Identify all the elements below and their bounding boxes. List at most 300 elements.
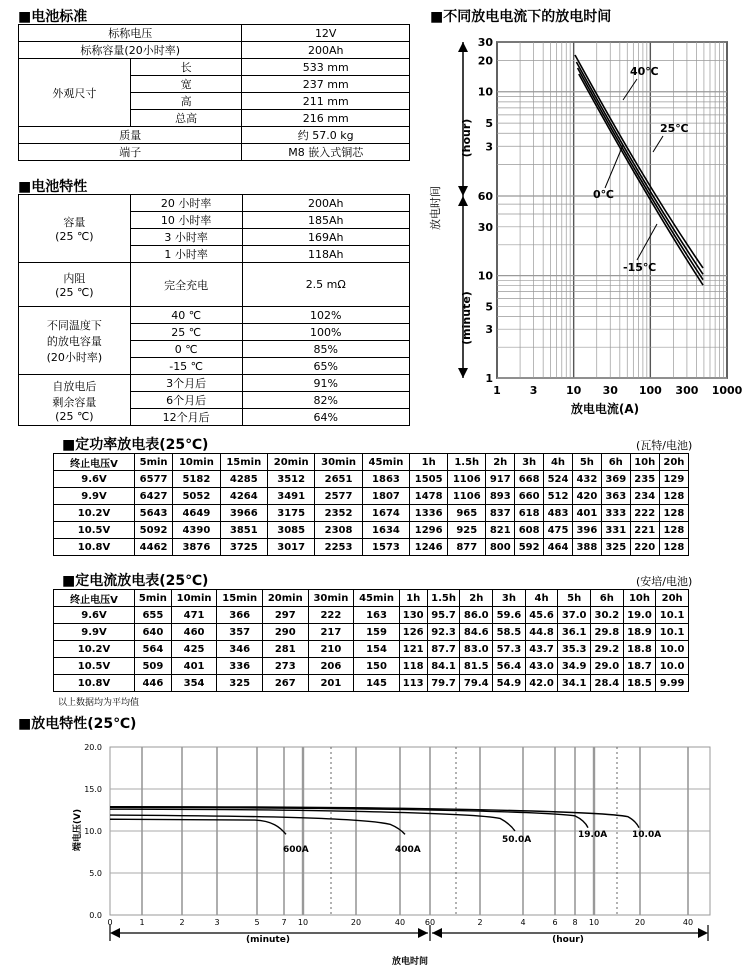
column-header: 45min (362, 454, 409, 471)
std-label-capacity: 标称容量(20小时率) (19, 42, 242, 59)
column-header: 3h (515, 454, 544, 471)
table-cell: 130 (399, 607, 427, 624)
table-cell: 118 (399, 658, 427, 675)
discharge-chart-ylabel: 端电压(V) (73, 808, 83, 852)
table-cell: 336 (217, 658, 263, 675)
table-cell: 3512 (267, 471, 314, 488)
x-tick-label: 7 (281, 918, 287, 927)
y-tick-label: 1 (485, 372, 493, 385)
x-tick-label: 5 (254, 918, 260, 927)
table-cell: 1807 (362, 488, 409, 505)
x-tick-label: 0 (107, 918, 113, 927)
table-cell: 3085 (267, 522, 314, 539)
footnote: 以上数据均为平均值 (58, 698, 140, 708)
table-row (19, 263, 410, 307)
table-cell: 837 (486, 505, 515, 522)
table-cell: 5643 (135, 505, 173, 522)
table-cell: 150 (354, 658, 400, 675)
y-tick-label: 3 (485, 323, 493, 337)
table-cell: 19.0 (623, 607, 656, 624)
arrow-head (418, 928, 428, 938)
x-tick-label: 6 (552, 918, 558, 927)
table-cell: 10.0 (656, 641, 689, 658)
curve-label-10a: 10.0A (632, 830, 662, 840)
table-cell: 222 (308, 607, 354, 624)
std-value-voltage: 12V (242, 25, 410, 42)
table-cell: 81.5 (460, 658, 493, 675)
column-header: 10min (171, 590, 217, 607)
dim-label: 宽 (130, 76, 242, 93)
resistance-label (19, 263, 131, 307)
current-table-unit: (安培/电池) (636, 575, 693, 588)
table-cell: 58.5 (493, 624, 526, 641)
table-cell: 460 (171, 624, 217, 641)
table-cell: 290 (262, 624, 308, 641)
table-cell: 420 (572, 488, 601, 505)
std-label-voltage: 标称电压 (19, 25, 242, 42)
x-tick-label: 3 (214, 918, 220, 927)
row-header: 10.5V (54, 658, 135, 675)
table-cell: 1863 (362, 471, 409, 488)
column-header: 终止电压V (54, 454, 135, 471)
table-row (19, 127, 410, 144)
table-cell: 331 (601, 522, 630, 539)
table-cell: 9.99 (656, 675, 689, 692)
table-cell: 126 (399, 624, 427, 641)
table-cell: 95.7 (427, 607, 460, 624)
rate-value: 185Ah (242, 212, 409, 229)
self-row-value: 91% (242, 375, 409, 392)
table-cell: 6577 (135, 471, 173, 488)
x-tick-label: 10 (297, 918, 309, 927)
table-cell: 1478 (410, 488, 448, 505)
column-header: 30min (308, 590, 354, 607)
row-header: 10.5V (54, 522, 135, 539)
table-cell: 57.3 (493, 641, 526, 658)
arrow-head (110, 928, 120, 938)
table-cell: 396 (572, 522, 601, 539)
table-row (54, 624, 689, 641)
table-cell: 154 (354, 641, 400, 658)
arrow-head (458, 368, 468, 378)
self-label-line3: (25 ℃) (55, 409, 94, 423)
table-cell: 592 (515, 539, 544, 556)
table-cell: 273 (262, 658, 308, 675)
table-cell: 1296 (410, 522, 448, 539)
table-cell: 2253 (315, 539, 362, 556)
table-cell: 2308 (315, 522, 362, 539)
power-table-title: ■定功率放电表(25℃) (62, 437, 209, 453)
y-tick-label: 30 (477, 220, 493, 234)
table-cell: 34.9 (558, 658, 591, 675)
column-header: 5h (572, 454, 601, 471)
self-row-value: 82% (242, 392, 409, 409)
rate-label: 1 小时率 (130, 246, 242, 263)
table-cell: 56.4 (493, 658, 526, 675)
table-cell: 608 (515, 522, 544, 539)
table-cell: 129 (659, 471, 688, 488)
dim-label: 总高 (130, 110, 242, 127)
hour-label: (hour) (460, 118, 473, 158)
x-tick-label: 100 (638, 384, 662, 397)
curve-label-19a: 19.0A (578, 830, 608, 840)
x-tick-label: 8 (572, 918, 578, 927)
rate-value: 200Ah (242, 195, 409, 212)
x-tick-label: 300 (675, 384, 699, 397)
table-cell: 84.1 (427, 658, 460, 675)
table-cell: 79.4 (460, 675, 493, 692)
temp-row-label: -15 ℃ (130, 358, 242, 375)
time-chart-title: ■不同放电电流下的放电时间 (430, 9, 612, 25)
temp-row-value: 85% (242, 341, 409, 358)
table-cell: 3175 (267, 505, 314, 522)
std-value-mass: 约 57.0 kg (242, 127, 410, 144)
table-row (54, 675, 689, 692)
table-cell: 10.0 (656, 658, 689, 675)
std-value-capacity: 200Ah (242, 42, 410, 59)
table-cell: 83.0 (460, 641, 493, 658)
column-header: 45min (354, 590, 400, 607)
resistance-label-line2: (25 ℃) (55, 286, 94, 299)
table-cell: 2352 (315, 505, 362, 522)
column-header: 1h (410, 454, 448, 471)
table-cell: 325 (217, 675, 263, 692)
table-cell: 2577 (315, 488, 362, 505)
table-row (54, 505, 689, 522)
current-table (53, 589, 689, 692)
table-cell: 92.3 (427, 624, 460, 641)
table-cell: 1634 (362, 522, 409, 539)
table-cell: 4285 (220, 471, 267, 488)
table-cell: 222 (630, 505, 659, 522)
table-cell: 43.0 (525, 658, 558, 675)
arrow-head (458, 186, 468, 196)
table-cell: 206 (308, 658, 354, 675)
x-tick-label: 1000 (711, 384, 743, 397)
table-cell: 10.1 (656, 624, 689, 641)
capacity-label-line1: 容量 (63, 216, 86, 229)
table-cell: 3491 (267, 488, 314, 505)
discharge-chart-title: ■放电特性(25℃) (18, 716, 137, 732)
table-cell: 18.5 (623, 675, 656, 692)
dim-label: 高 (130, 93, 242, 110)
self-row-value: 64% (242, 409, 409, 426)
table-cell: 128 (659, 522, 688, 539)
column-header: 1h (399, 590, 427, 607)
x-tick-label: 60 (424, 918, 436, 927)
temp-row-value: 65% (242, 358, 409, 375)
x-tick-label: 4 (520, 918, 526, 927)
table-cell: 159 (354, 624, 400, 641)
temp-row-label: 0 ℃ (130, 341, 242, 358)
plot-area (497, 42, 727, 378)
column-header: 6h (601, 454, 630, 471)
power-table-unit: (瓦特/电池) (636, 439, 693, 452)
curve-label-40c: 40℃ (630, 65, 659, 78)
table-cell: 401 (171, 658, 217, 675)
table-cell: 464 (544, 539, 573, 556)
table-cell: 1106 (448, 488, 486, 505)
temp-row-label: 25 ℃ (130, 324, 242, 341)
table-cell: 44.8 (525, 624, 558, 641)
curve-label-minus15c: -15℃ (623, 261, 657, 274)
x-tick-label: 20 (634, 918, 646, 927)
table-row (19, 42, 410, 59)
y-tick-label: 30 (477, 36, 493, 49)
capacity-label (19, 195, 131, 263)
table-cell: 800 (486, 539, 515, 556)
table-cell: 79.7 (427, 675, 460, 692)
std-label-dimensions: 外观尺寸 (19, 59, 131, 127)
table-cell: 113 (399, 675, 427, 692)
table-row (19, 375, 410, 392)
column-header: 终止电压V (54, 590, 135, 607)
table-cell: 54.9 (493, 675, 526, 692)
x-tick-label: 30 (602, 384, 618, 397)
column-header: 6h (591, 590, 624, 607)
table-cell: 10.1 (656, 607, 689, 624)
column-header: 30min (315, 454, 362, 471)
table-row (19, 59, 410, 76)
x-tick-label: 1 (139, 918, 145, 927)
x-tick-label: 2 (477, 918, 483, 927)
capacity-label-line2: (25 ℃) (55, 230, 94, 243)
row-header: 9.6V (54, 471, 135, 488)
table-cell: 42.0 (525, 675, 558, 692)
table-cell: 524 (544, 471, 573, 488)
row-header: 9.6V (54, 607, 135, 624)
table-cell: 509 (135, 658, 172, 675)
y-tick-label: 10.0 (84, 827, 102, 836)
temp-row-value: 100% (242, 324, 409, 341)
battery-std-table (18, 24, 410, 161)
self-row-label: 3个月后 (130, 375, 242, 392)
rate-label: 3 小时率 (130, 229, 242, 246)
table-cell: 37.0 (558, 607, 591, 624)
table-row (19, 307, 410, 324)
table-cell: 128 (659, 539, 688, 556)
table-cell: 18.7 (623, 658, 656, 675)
table-cell: 483 (544, 505, 573, 522)
row-header: 10.2V (54, 641, 135, 658)
table-cell: 640 (135, 624, 172, 641)
table-cell: 446 (135, 675, 172, 692)
battery-std-title: ■电池标准 (18, 9, 88, 25)
x-tick-label: 10 (566, 384, 582, 397)
self-label-line1: 自放电后 (52, 379, 97, 393)
temp-row-value: 102% (242, 307, 409, 324)
table-cell: 354 (171, 675, 217, 692)
column-header: 10min (173, 454, 220, 471)
table-header-row (54, 590, 689, 607)
curve-label-50a: 50.0A (502, 835, 532, 845)
y-tick-label: 20.0 (84, 743, 102, 752)
table-cell: 145 (354, 675, 400, 692)
table-cell: 346 (217, 641, 263, 658)
discharge-chart-xlabel: 放电时间 (391, 957, 429, 967)
column-header: 3h (493, 590, 526, 607)
curve-label-0c: 0℃ (593, 188, 614, 201)
table-cell: 3966 (220, 505, 267, 522)
table-cell: 357 (217, 624, 263, 641)
dim-label: 长 (130, 59, 242, 76)
table-cell: 6427 (135, 488, 173, 505)
table-cell: 363 (601, 488, 630, 505)
table-cell: 388 (572, 539, 601, 556)
arrow-head (458, 42, 468, 52)
row-header: 10.8V (54, 539, 135, 556)
temp-label-line3: (20小时率) (46, 350, 103, 364)
table-cell: 297 (262, 607, 308, 624)
table-cell: 893 (486, 488, 515, 505)
table-cell: 325 (601, 539, 630, 556)
discharge-chart (0, 735, 748, 973)
table-row (54, 658, 689, 675)
column-header: 10h (623, 590, 656, 607)
rate-value: 169Ah (242, 229, 409, 246)
time-chart (425, 28, 743, 420)
dim-value: 211 mm (242, 93, 410, 110)
table-cell: 86.0 (460, 607, 493, 624)
table-cell: 235 (630, 471, 659, 488)
table-row (54, 641, 689, 658)
x-tick-label: 40 (394, 918, 406, 927)
self-label-line2: 剩余容量 (52, 395, 97, 409)
resistance-label-line1: 内阻 (63, 272, 86, 285)
x-tick-label: 3 (529, 384, 538, 397)
table-cell: 1336 (410, 505, 448, 522)
column-header: 20min (267, 454, 314, 471)
column-header: 15min (220, 454, 267, 471)
table-row (54, 522, 689, 539)
table-cell: 234 (630, 488, 659, 505)
table-cell: 512 (544, 488, 573, 505)
row-header: 10.8V (54, 675, 135, 692)
y-tick-label: 15.0 (84, 785, 102, 794)
column-header: 15min (217, 590, 263, 607)
table-cell: 18.8 (623, 641, 656, 658)
table-cell: 369 (601, 471, 630, 488)
table-cell: 217 (308, 624, 354, 641)
table-cell: 4264 (220, 488, 267, 505)
table-cell: 45.6 (525, 607, 558, 624)
table-cell: 471 (171, 607, 217, 624)
table-cell: 43.7 (525, 641, 558, 658)
time-chart-xlabel: 放电电流(A) (570, 402, 640, 416)
x-tick-label: 1 (493, 384, 501, 397)
temp-label-line1: 不同温度下 (46, 318, 102, 332)
table-cell: 29.0 (591, 658, 624, 675)
std-label-mass: 质量 (19, 127, 242, 144)
table-cell: 821 (486, 522, 515, 539)
table-cell: 3876 (173, 539, 220, 556)
table-cell: 5182 (173, 471, 220, 488)
column-header: 4h (544, 454, 573, 471)
self-row-label: 6个月后 (130, 392, 242, 409)
table-cell: 925 (448, 522, 486, 539)
y-tick-label: 60 (477, 190, 493, 203)
dim-value: 533 mm (242, 59, 410, 76)
table-cell: 3017 (267, 539, 314, 556)
column-header: 10h (630, 454, 659, 471)
resistance-cond: 完全充电 (130, 263, 242, 307)
hour-label: (hour) (552, 935, 584, 945)
table-cell: 1505 (410, 471, 448, 488)
battery-char-table (18, 194, 410, 426)
resistance-value: 2.5 mΩ (242, 263, 409, 307)
curve-label-600a: 600A (283, 845, 309, 855)
table-cell: 618 (515, 505, 544, 522)
table-cell: 432 (572, 471, 601, 488)
table-cell: 34.1 (558, 675, 591, 692)
table-cell: 564 (135, 641, 172, 658)
table-cell: 4649 (173, 505, 220, 522)
column-header: 20h (659, 454, 688, 471)
curve-label-400a: 400A (395, 845, 421, 855)
table-cell: 210 (308, 641, 354, 658)
table-cell: 267 (262, 675, 308, 692)
table-cell: 128 (659, 488, 688, 505)
curve-label-25c: 25℃ (660, 122, 689, 135)
column-header: 1.5h (448, 454, 486, 471)
y-tick-label: 5 (485, 117, 493, 131)
table-cell: 35.3 (558, 641, 591, 658)
y-tick-label: 3 (485, 140, 493, 154)
table-cell: 4390 (173, 522, 220, 539)
y-tick-label: 5.0 (89, 869, 102, 878)
table-row (54, 607, 689, 624)
table-cell: 660 (515, 488, 544, 505)
column-header: 20min (262, 590, 308, 607)
column-header: 20h (656, 590, 689, 607)
battery-char-title: ■电池特性 (18, 179, 88, 195)
dim-value: 216 mm (242, 110, 410, 127)
self-row-label: 12个月后 (130, 409, 242, 426)
table-cell: 668 (515, 471, 544, 488)
table-cell: 401 (572, 505, 601, 522)
temp-label (19, 307, 131, 375)
table-cell: 366 (217, 607, 263, 624)
row-header: 10.2V (54, 505, 135, 522)
table-cell: 30.2 (591, 607, 624, 624)
temp-row-label: 40 ℃ (130, 307, 242, 324)
temp-label-line2: 的放电容量 (46, 334, 102, 348)
rate-label: 10 小时率 (130, 212, 242, 229)
rate-label: 20 小时率 (130, 195, 242, 212)
table-cell: 221 (630, 522, 659, 539)
power-table (53, 453, 689, 556)
table-cell: 18.9 (623, 624, 656, 641)
arrow-head (698, 928, 708, 938)
x-tick-label: 10 (588, 918, 600, 927)
arrow-head (432, 928, 442, 938)
column-header: 5min (135, 454, 173, 471)
table-cell: 281 (262, 641, 308, 658)
table-row (19, 195, 410, 212)
table-cell: 425 (171, 641, 217, 658)
table-cell: 59.6 (493, 607, 526, 624)
table-row (19, 144, 410, 161)
table-cell: 36.1 (558, 624, 591, 641)
rate-value: 118Ah (242, 246, 409, 263)
x-tick-label: 40 (682, 918, 694, 927)
column-header: 5min (135, 590, 172, 607)
table-cell: 163 (354, 607, 400, 624)
x-tick-label: 2 (179, 918, 185, 927)
table-cell: 333 (601, 505, 630, 522)
table-cell: 655 (135, 607, 172, 624)
table-cell: 475 (544, 522, 573, 539)
